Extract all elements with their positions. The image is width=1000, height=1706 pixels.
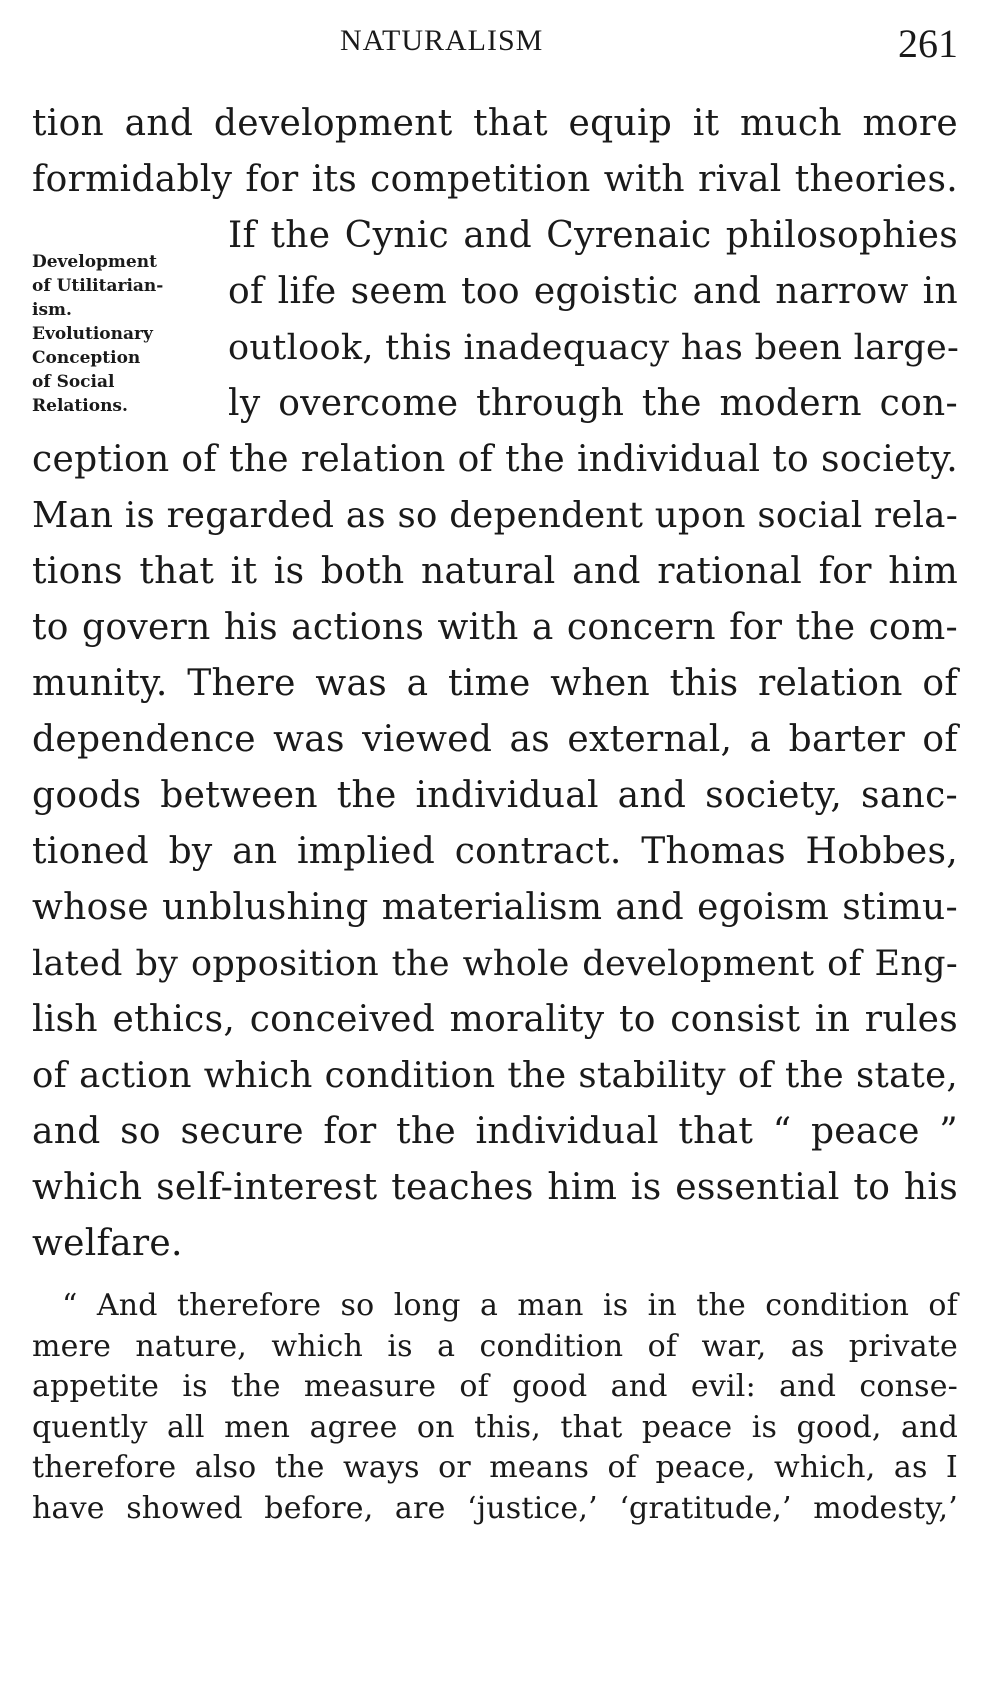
- body-text-bottom: [32, 432, 958, 1272]
- body-line: dependence was viewed as external, a barter of: [32, 719, 958, 760]
- body-line: whose unblushing materialism and egoism stimu-: [32, 887, 958, 928]
- running-title: NATURALISM: [340, 24, 544, 57]
- body-line: ception of the relation of the individual to society.: [32, 439, 958, 480]
- margin-note-line: of Social: [32, 372, 115, 392]
- body-line: to govern his actions with a concern for the com-: [32, 607, 958, 648]
- body-line: outlook, this inadequacy has been large-: [228, 328, 960, 368]
- body-line: tioned by an implied contract. Thomas Hobbes,: [32, 831, 958, 872]
- margin-note-line: ism.: [32, 300, 72, 320]
- body-line: which self-interest teaches him is essential to his: [32, 1167, 958, 1208]
- body-line: tions that it is both natural and rational for him: [32, 551, 958, 592]
- margin-note-line: of Utilitarian-: [32, 276, 164, 296]
- body-line: lated by opposition the whole development of Eng-: [32, 944, 958, 984]
- body-line: formidably for its competition with rival theories.: [32, 159, 958, 200]
- quote-line: appetite is the measure of good and evil: and conse-: [32, 1369, 958, 1404]
- margin-note: [32, 250, 202, 418]
- margin-note-line: Development: [32, 252, 157, 272]
- body-line: ly overcome through the modern con-: [228, 383, 958, 424]
- body-line: and so secure for the individual that “ peace ”: [32, 1111, 958, 1152]
- quote-line: “ And therefore so long a man is in the condition of: [62, 1288, 958, 1323]
- quote-line: have showed before, are ‘justice,’ ‘gratitude,’ modesty,’: [32, 1490, 958, 1526]
- quote-line: mere nature, which is a condition of war, as private: [32, 1328, 958, 1364]
- margin-note-line: Evolutionary: [32, 324, 153, 344]
- body-line: welfare.: [32, 1223, 183, 1264]
- body-line: of action which condition the stability of the state,: [32, 1055, 958, 1096]
- block-quote: [32, 1286, 958, 1529]
- body-line: Man is regarded as so dependent upon social rela-: [32, 495, 959, 536]
- margin-note-line: Relations.: [32, 396, 128, 416]
- body-line: goods between the individual and society, sanc-: [32, 775, 958, 816]
- body-line: If the Cynic and Cyrenaic philosophies: [228, 215, 958, 256]
- margin-note-line: Conception: [32, 348, 141, 368]
- body-line: tion and development that equip it much more: [32, 103, 958, 144]
- quote-line: quently all men agree on this, that peace is good, and: [32, 1409, 958, 1445]
- body-line: of life seem too egoistic and narrow in: [228, 271, 958, 312]
- body-line: lish ethics, conceived morality to consist in rules: [32, 999, 958, 1040]
- page-number: 261: [898, 21, 958, 66]
- body-line: munity. There was a time when this relation of: [32, 663, 958, 704]
- quote-line: therefore also the ways or means of peace, which, as I: [32, 1450, 958, 1485]
